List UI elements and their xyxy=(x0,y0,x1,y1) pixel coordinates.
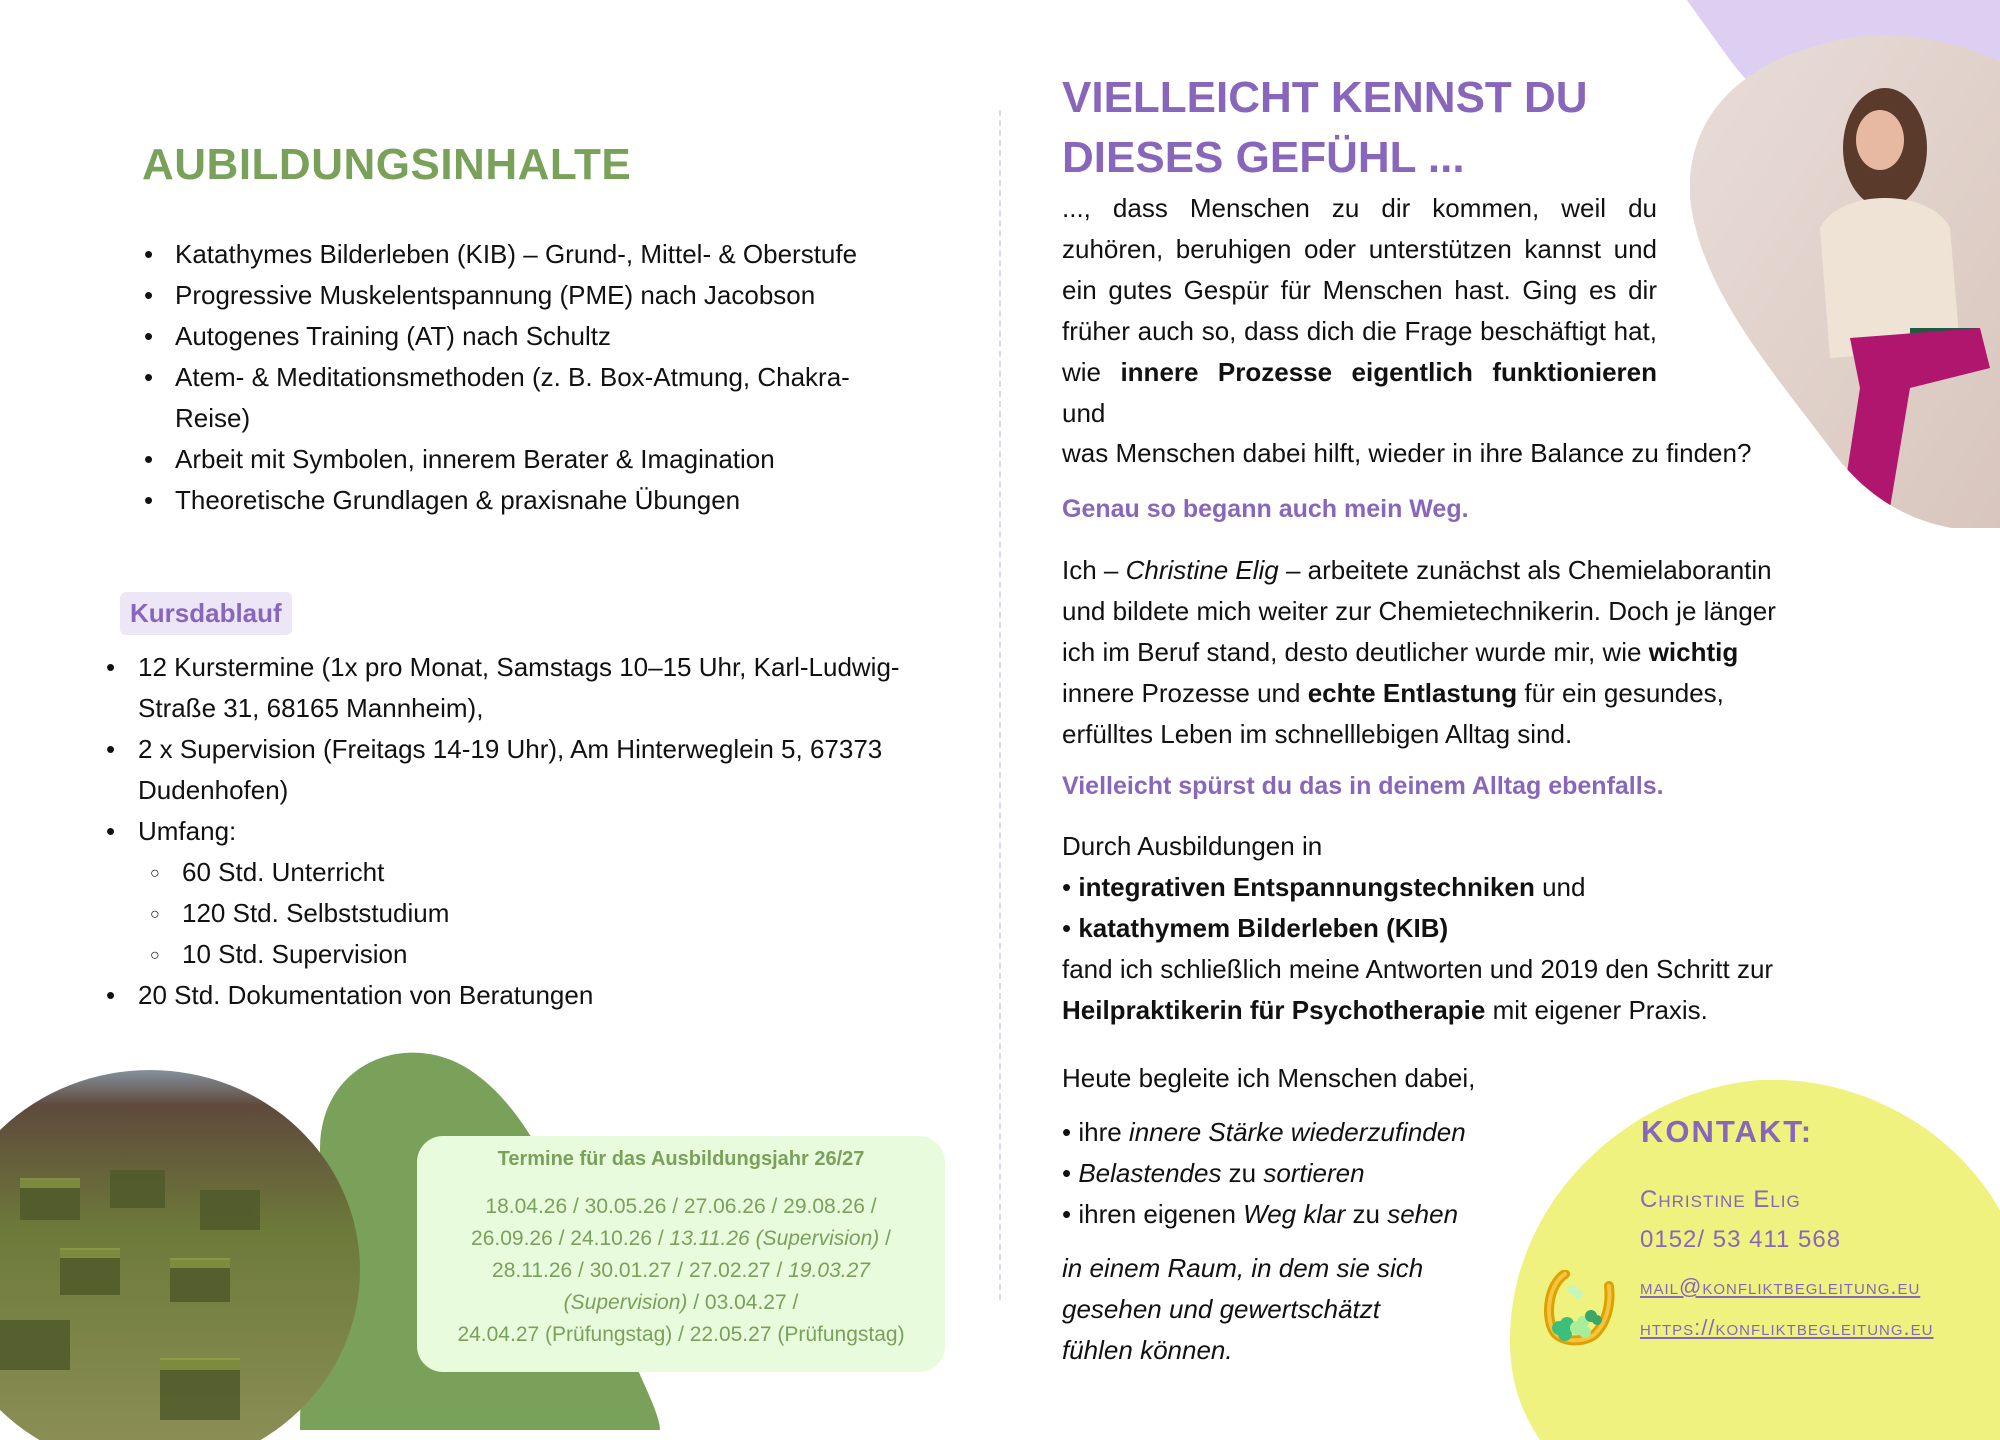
dates-text: / xyxy=(879,1227,891,1250)
termine-title: Termine für das Ausbildungsjahr 26/27 xyxy=(497,1148,865,1170)
ausbildung-line xyxy=(1062,867,1962,908)
inhalte-list xyxy=(142,234,922,521)
kontakt-title: KONTAKT: xyxy=(1641,1114,1814,1149)
section-title-vielleicht xyxy=(1062,68,1622,188)
list-item: • 12 Kurstermine (1x pro Monat, Samstags 10–15 Uhr, Karl-Ludwig-Straße 31, 68165 Mannheim), xyxy=(104,647,924,729)
ausbildung-paragraph xyxy=(1062,826,1962,1031)
dates-line xyxy=(417,1255,945,1287)
ausbildung-bold: katathymem Bilderleben (KIB) xyxy=(1078,913,1449,943)
story-paragraph xyxy=(1062,550,1962,755)
termine-dates xyxy=(417,1191,945,1351)
dates-text: 28.11.26 / 30.01.27 / 27.02.27 / xyxy=(492,1259,789,1282)
bullet: • xyxy=(1062,1158,1072,1188)
story-text: – arbeitete zunächst als Chemielaborantin xyxy=(1278,555,1772,585)
bullet: • xyxy=(1062,913,1072,943)
umfang-label: Umfang: xyxy=(138,816,237,846)
dates-line xyxy=(417,1287,945,1319)
list-item: • Autogenes Training (AT) nach Schultz xyxy=(142,316,922,357)
dates-line xyxy=(417,1223,945,1255)
intro-text: ..., dass Menschen zu dir kommen, weil du zuhören, beruhigen oder unterstützen kannst und ein gutes Gespür für Menschen hast. Ging es dir früher auch so, dass dich die Frage beschäftigt hat, wie xyxy=(1062,193,1657,387)
heute-italic: Weg klar xyxy=(1243,1199,1346,1229)
sub-list-item: ○ 10 Std. Supervision xyxy=(138,934,924,975)
umfang-sublist xyxy=(138,852,924,975)
sub-list-item: ○ 60 Std. Unterricht xyxy=(138,852,924,893)
website-link[interactable]: https://konfliktbegleitung.eu xyxy=(1640,1315,1934,1340)
list-item: • Katathymes Bilderleben (KIB) – Grund-, Mittel- & Oberstufe xyxy=(142,234,922,275)
ausbildung-bold: Heilpraktikerin für Psychotherapie xyxy=(1062,995,1486,1025)
bullet: • xyxy=(1062,872,1072,902)
dates-supervision: (Supervision) xyxy=(563,1291,688,1314)
ausbildung-text: mit eigener Praxis. xyxy=(1485,995,1708,1025)
story-line: erfülltes Leben im schnelllebigen Alltag sind. xyxy=(1062,719,1573,749)
intro-bold: innere Prozesse eigentlich funktionieren xyxy=(1120,357,1657,387)
heute-text: zu xyxy=(1345,1199,1388,1229)
bullet: • xyxy=(1062,1117,1072,1147)
list-item: • Atem- & Meditationsmethoden (z. B. Box-Atmung, Chakra-Reise) xyxy=(142,357,922,439)
title-line: DIESES GEFÜHL ... xyxy=(1062,133,1465,182)
intro-last-line: was Menschen dabei hilft, wieder in ihre Balance zu finden? xyxy=(1062,438,1752,468)
heute-item xyxy=(1062,1194,1582,1235)
heute-italic: Belastendes xyxy=(1078,1158,1222,1188)
dates-text: 26.09.26 / 24.10.26 / xyxy=(471,1227,670,1250)
dates-line: 24.04.27 (Prüfungstag) / 22.05.27 (Prüfungstag) xyxy=(457,1323,905,1346)
heute-item xyxy=(1062,1153,1582,1194)
dates-supervision: 19.03.27 xyxy=(788,1259,870,1282)
kursablauf-badge: Kursdablauf xyxy=(120,592,292,635)
subheading-alltag: Vielleicht spürst du das in deinem Alltag ebenfalls. xyxy=(1062,772,1664,800)
section-title-ausbildungsinhalte: AUBILDUNGSINHALTE xyxy=(142,140,632,189)
raum-line: in einem Raum, in dem sie sich xyxy=(1062,1253,1424,1283)
story-text: für ein gesundes, xyxy=(1517,678,1724,708)
list-item-umfang xyxy=(104,811,924,975)
intro-paragraph xyxy=(1062,188,1657,434)
dates-line: 18.04.26 / 30.05.26 / 27.06.26 / 29.08.26 / xyxy=(485,1195,877,1218)
story-line xyxy=(1062,632,1962,673)
kontakt-phone: 0152/ 53 411 568 xyxy=(1640,1226,1842,1253)
ausbildung-text: und xyxy=(1534,872,1586,902)
heute-line: Heute begleite ich Menschen dabei, xyxy=(1062,1063,1476,1093)
story-line: und bildete mich weiter zur Chemietechnikerin. Doch je länger xyxy=(1062,596,1776,626)
kursablauf-list xyxy=(104,647,924,1016)
page-divider xyxy=(999,110,1001,1300)
raum-line: gesehen und gewertschätzt xyxy=(1062,1294,1380,1324)
story-text: innere Prozesse und xyxy=(1062,678,1308,708)
heute-italic: sehen xyxy=(1387,1199,1459,1229)
list-item: • 2 x Supervision (Freitags 14-19 Uhr), Am Hinterweglein 5, 67373 Dudenhofen) xyxy=(104,729,924,811)
heute-item xyxy=(1062,1112,1582,1153)
dates-text: / 03.04.27 / xyxy=(687,1291,799,1314)
list-item: • Arbeit mit Symbolen, innerem Berater & Imagination xyxy=(142,439,922,480)
ausbildung-line xyxy=(1062,908,1962,949)
heute-list xyxy=(1062,1112,1582,1235)
heute-italic: sortieren xyxy=(1263,1158,1365,1188)
ausbildung-line: Durch Ausbildungen in xyxy=(1062,831,1323,861)
intro-end: und xyxy=(1062,398,1106,428)
sub-list-item: ○ 120 Std. Selbststudium xyxy=(138,893,924,934)
raum-line: fühlen können. xyxy=(1062,1335,1233,1365)
story-name: Christine Elig xyxy=(1125,555,1279,585)
story-bold: echte Entlastung xyxy=(1307,678,1518,708)
kontakt-name: Christine Elig xyxy=(1640,1186,1801,1213)
list-item: • Progressive Muskelentspannung (PME) nach Jacobson xyxy=(142,275,922,316)
termine-box xyxy=(417,1136,945,1372)
ausbildung-line: fand ich schließlich meine Antworten und 2019 den Schritt zur xyxy=(1062,954,1774,984)
horseshoe-icon xyxy=(1543,1270,1619,1348)
subheading-weg: Genau so begann auch mein Weg. xyxy=(1062,495,1469,523)
raum-paragraph xyxy=(1062,1248,1512,1371)
email-link[interactable]: mail@konfliktbegleitung.eu xyxy=(1640,1274,1921,1299)
story-text: ich im Beruf stand, desto deutlicher wurde mir, wie xyxy=(1062,637,1649,667)
heute-text: ihren eigenen xyxy=(1078,1199,1244,1229)
story-line xyxy=(1062,550,1962,591)
ausbildung-line xyxy=(1062,990,1962,1031)
dates-supervision: 13.11.26 (Supervision) xyxy=(669,1227,880,1250)
bullet: • xyxy=(1062,1199,1072,1229)
story-text: Ich – xyxy=(1062,555,1126,585)
heute-italic: innere Stärke wiederzufinden xyxy=(1128,1117,1466,1147)
list-item: • 20 Std. Dokumentation von Beratungen xyxy=(104,975,924,1016)
mossy-stones-photo xyxy=(0,1060,380,1440)
heute-text: ihre xyxy=(1078,1117,1129,1147)
title-line: VIELLEICHT KENNST DU xyxy=(1062,73,1588,122)
heute-text: zu xyxy=(1221,1158,1264,1188)
story-line xyxy=(1062,673,1962,714)
list-item: • Theoretische Grundlagen & praxisnahe Übungen xyxy=(142,480,922,521)
story-bold: wichtig xyxy=(1648,637,1739,667)
ausbildung-bold: integrativen Entspannungstechniken xyxy=(1078,872,1535,902)
